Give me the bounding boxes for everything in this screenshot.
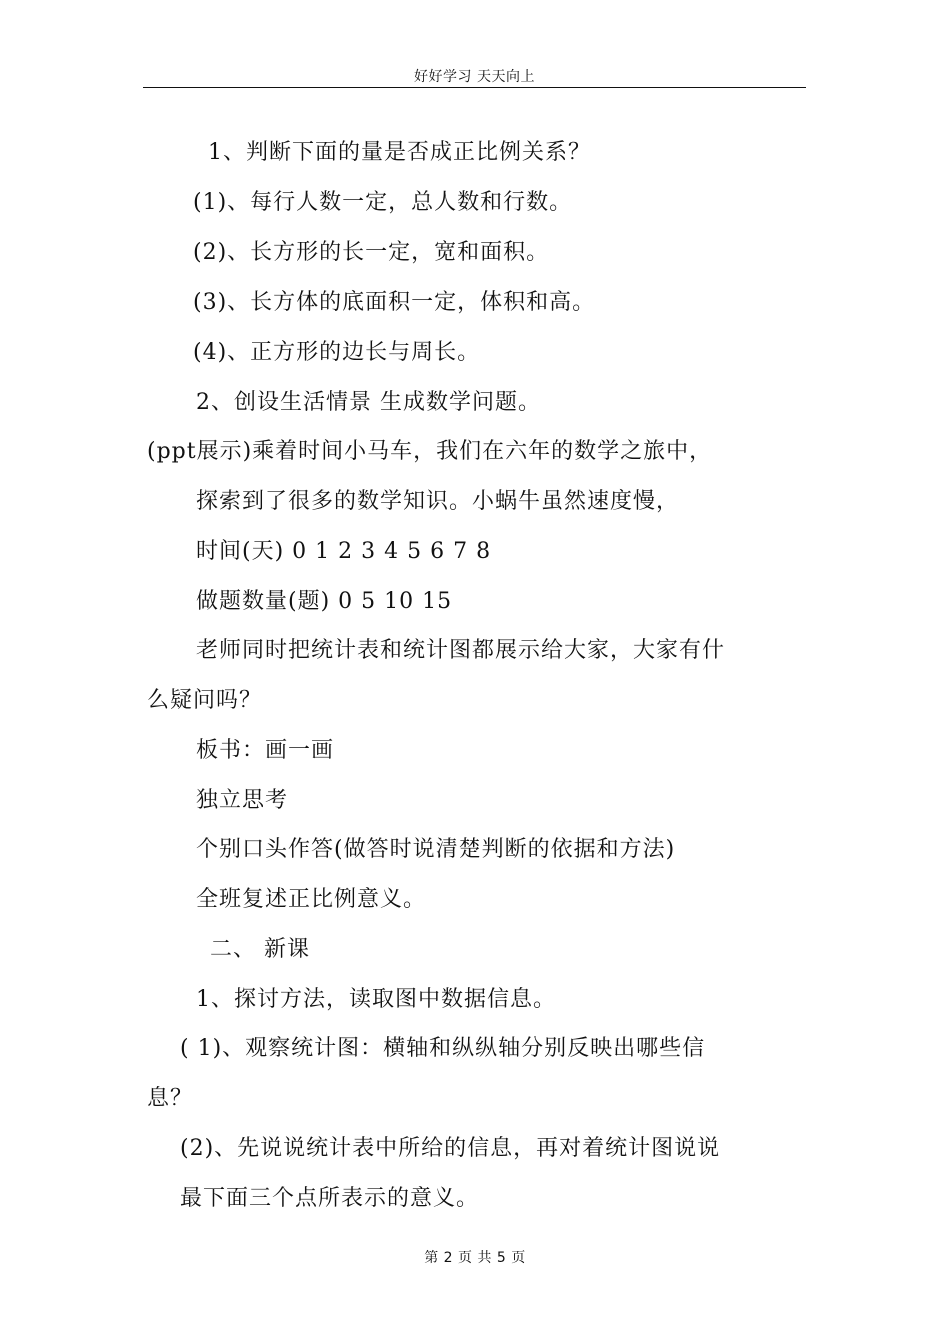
paragraph-line: 最下面三个点所表示的意义。 bbox=[180, 1186, 480, 1211]
paragraph-line: 2、创设生活情景 生成数学问题。 bbox=[196, 390, 541, 415]
paragraph-line: 时间(天) 0 1 2 3 4 5 6 7 8 bbox=[196, 539, 492, 564]
paragraph-line: 1、探讨方法，读取图中数据信息。 bbox=[196, 987, 556, 1012]
page-header: 好好学习 天天向上 bbox=[414, 69, 535, 85]
paragraph-line: (ppt展示)乘着时间小马车，我们在六年的数学之旅中， bbox=[147, 439, 713, 464]
paragraph-line: 探索到了很多的数学知识。小蜗牛虽然速度慢， bbox=[196, 489, 680, 514]
paragraph-line: 老师同时把统计表和统计图都展示给大家，大家有什 bbox=[196, 638, 726, 663]
section-heading: 二、 新课 bbox=[210, 937, 310, 962]
paragraph-line: (1)、每行人数一定，总人数和行数。 bbox=[193, 190, 573, 215]
paragraph-line: (2)、先说说统计表中所给的信息，再对着统计图说说 bbox=[180, 1136, 721, 1161]
paragraph-line: (3)、长方体的底面积一定，体积和高。 bbox=[193, 290, 596, 315]
paragraph-line: 独立思考 bbox=[196, 788, 289, 813]
paragraph-line: ( 1)、观察统计图：横轴和纵纵轴分别反映出哪些信 bbox=[180, 1036, 706, 1061]
paragraph-line: 全班复述正比例意义。 bbox=[196, 887, 427, 912]
paragraph-line: 么疑问吗？ bbox=[147, 688, 263, 713]
paragraph-line: 1、判断下面的量是否成正比例关系？ bbox=[208, 140, 591, 165]
paragraph-line: 息？ bbox=[147, 1086, 194, 1111]
paragraph-line: 个别口头作答(做答时说清楚判断的依据和方法) bbox=[196, 837, 676, 862]
paragraph-line: 做题数量(题) 0 5 10 15 bbox=[196, 589, 453, 614]
paragraph-line: (4)、正方形的边长与周长。 bbox=[193, 340, 481, 365]
page-footer: 第 2 页 共 5 页 bbox=[424, 1250, 526, 1266]
paragraph-line: (2)、长方形的长一定，宽和面积。 bbox=[193, 240, 550, 265]
paragraph-line: 板书：画一画 bbox=[196, 738, 335, 763]
